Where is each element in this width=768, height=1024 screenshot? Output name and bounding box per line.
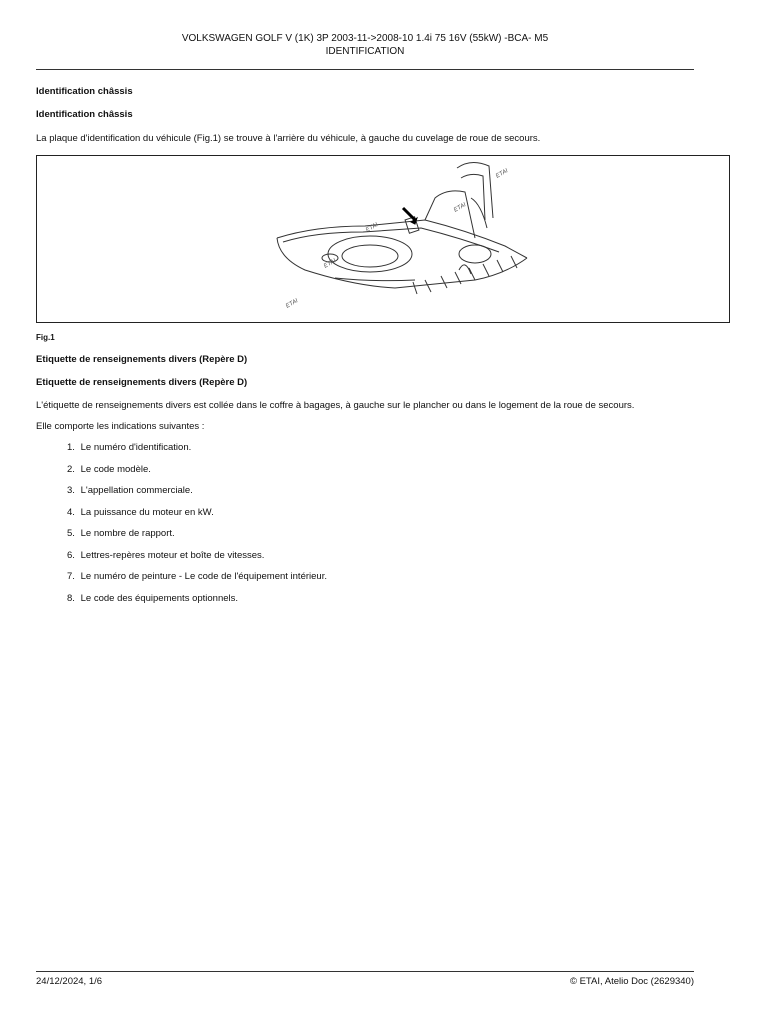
list-item-number: 1.	[67, 442, 75, 453]
watermark-text: ETAI	[495, 168, 510, 180]
list-item	[36, 528, 327, 550]
page-header	[36, 32, 694, 58]
label-paragraph: L'étiquette de renseignements divers est collée dans le coffre à bagages, à gauche sur le plancher ou dans le logement de la roue de secours.	[36, 400, 635, 411]
list-item-text: Le numéro de peinture - Le code de l'équipement intérieur.	[80, 571, 327, 582]
section-heading-label: Etiquette de renseignements divers (Repère D)	[36, 354, 248, 365]
header-divider	[36, 69, 694, 70]
list-item	[36, 464, 327, 486]
list-item-number: 4.	[67, 506, 75, 518]
footer-date-page: 24/12/2024, 1/6	[36, 976, 103, 987]
list-item-number: 2.	[67, 463, 75, 475]
list-item-text: Le code modèle.	[80, 463, 151, 475]
list-item-text: Le nombre de rapport.	[80, 528, 175, 539]
watermark-text: ETAI	[453, 202, 468, 214]
footer-divider	[36, 971, 694, 972]
header-section-title: IDENTIFICATION	[325, 46, 405, 57]
list-item-text: Lettres-repères moteur et boîte de vitesses.	[80, 549, 265, 561]
trunk-floor-illustration	[275, 158, 535, 320]
list-item-text: La puissance du moteur en kW.	[80, 506, 214, 518]
list-item	[36, 485, 327, 507]
chassis-paragraph: La plaque d'identification du véhicule (Fig.1) se trouve à l'arrière du véhicule, à gauche du cuvelage de roue de secours.	[36, 133, 541, 144]
list-item	[36, 550, 327, 572]
list-item-number: 7.	[67, 571, 75, 582]
section-subheading-chassis: Identification châssis	[36, 109, 133, 120]
list-item-number: 3.	[67, 485, 75, 496]
watermark-text: ETAI	[365, 222, 380, 234]
list-item-number: 8.	[67, 592, 75, 604]
footer-copyright: © ETAI, Atelio Doc (2629340)	[569, 976, 694, 987]
section-subheading-label: Etiquette de renseignements divers (Repère D)	[36, 377, 248, 388]
list-item-number: 6.	[67, 549, 75, 561]
list-item	[36, 507, 327, 529]
watermark-text: ETAI	[323, 258, 338, 270]
figure-frame	[36, 155, 730, 323]
watermark-text: ETAI	[285, 298, 300, 310]
list-item	[36, 593, 327, 615]
list-item-text: L'appellation commerciale.	[80, 485, 193, 496]
list-item-number: 5.	[67, 528, 75, 539]
label-intro: Elle comporte les indications suivantes :	[36, 421, 205, 432]
section-heading-chassis: Identification châssis	[36, 86, 133, 97]
list-item-text: Le numéro d'identification.	[80, 442, 192, 453]
figure-caption: Fig.1	[36, 333, 55, 342]
indications-list	[36, 442, 327, 614]
list-item	[36, 571, 327, 593]
header-vehicle-title: VOLKSWAGEN GOLF V (1K) 3P 2003-11->2008-10 1.4i 75 16V (55kW) -BCA- M5	[181, 33, 549, 44]
list-item	[36, 442, 327, 464]
list-item-text: Le code des équipements optionnels.	[80, 592, 239, 604]
